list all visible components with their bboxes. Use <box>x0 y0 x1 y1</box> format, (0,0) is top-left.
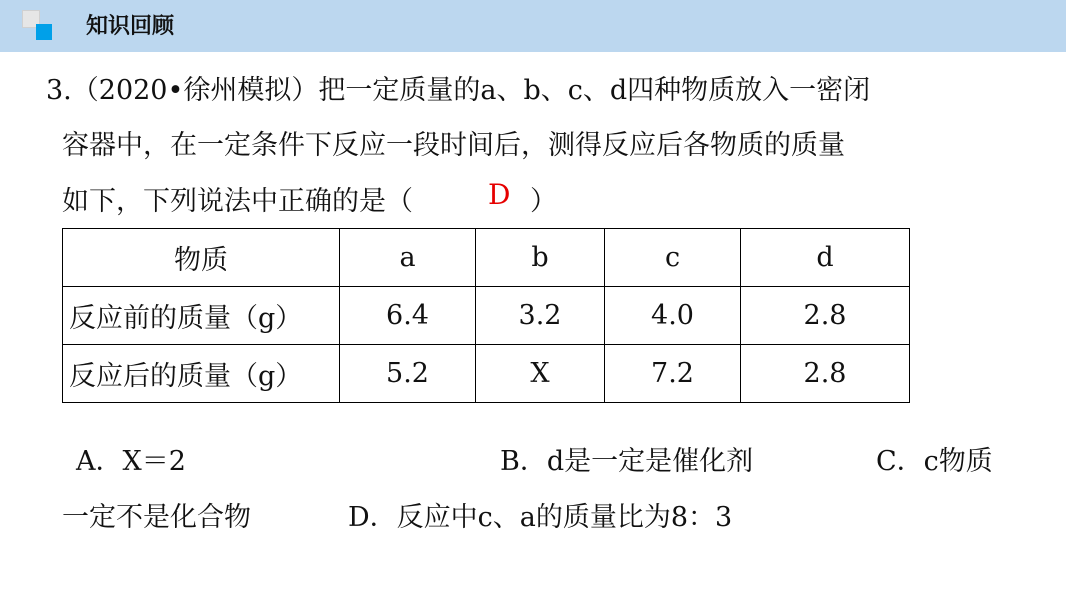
table-row-label: 反应后的质量（g） <box>63 345 340 403</box>
table-cell: 7.2 <box>605 345 741 403</box>
table-cell: X <box>476 345 605 403</box>
table-cell: 3.2 <box>476 287 605 345</box>
table-header-cell: b <box>476 229 605 287</box>
header-bar <box>0 0 1066 52</box>
option-d: D．反应中c、a的质量比为8：3 <box>348 502 733 533</box>
table-header-cell: 物质 <box>63 229 340 287</box>
question-line-2: 容器中，在一定条件下反应一段时间后，测得反应后各物质的质量 <box>62 130 845 161</box>
option-c-continued: 一定不是化合物 <box>62 502 251 533</box>
question-paren-close: ） <box>530 186 557 217</box>
option-c: C．c物质 <box>876 446 993 477</box>
table-header-cell: d <box>741 229 910 287</box>
table-cell: 2.8 <box>741 287 910 345</box>
table-cell: 6.4 <box>340 287 476 345</box>
question-line-1: 3.（2020•徐州模拟）把一定质量的a、b、c、d四种物质放入一密闭 <box>46 75 871 106</box>
table-row-label: 反应前的质量（g） <box>63 287 340 345</box>
square-accent-icon <box>36 24 52 40</box>
option-a: A．X＝2 <box>76 446 186 477</box>
table-cell: 2.8 <box>741 345 910 403</box>
answer-mark: D <box>488 178 511 211</box>
table-row <box>63 287 910 345</box>
option-b: B．d是一定是催化剂 <box>500 446 754 477</box>
table-header-cell: c <box>605 229 741 287</box>
question-line-3: 如下，下列说法中正确的是（ <box>62 186 413 217</box>
table-row <box>63 345 910 403</box>
table-header-cell: a <box>340 229 476 287</box>
table-cell: 4.0 <box>605 287 741 345</box>
table-header-row <box>63 229 910 287</box>
table-cell: 5.2 <box>340 345 476 403</box>
data-table <box>62 228 910 403</box>
section-title: 知识回顾 <box>86 14 175 39</box>
